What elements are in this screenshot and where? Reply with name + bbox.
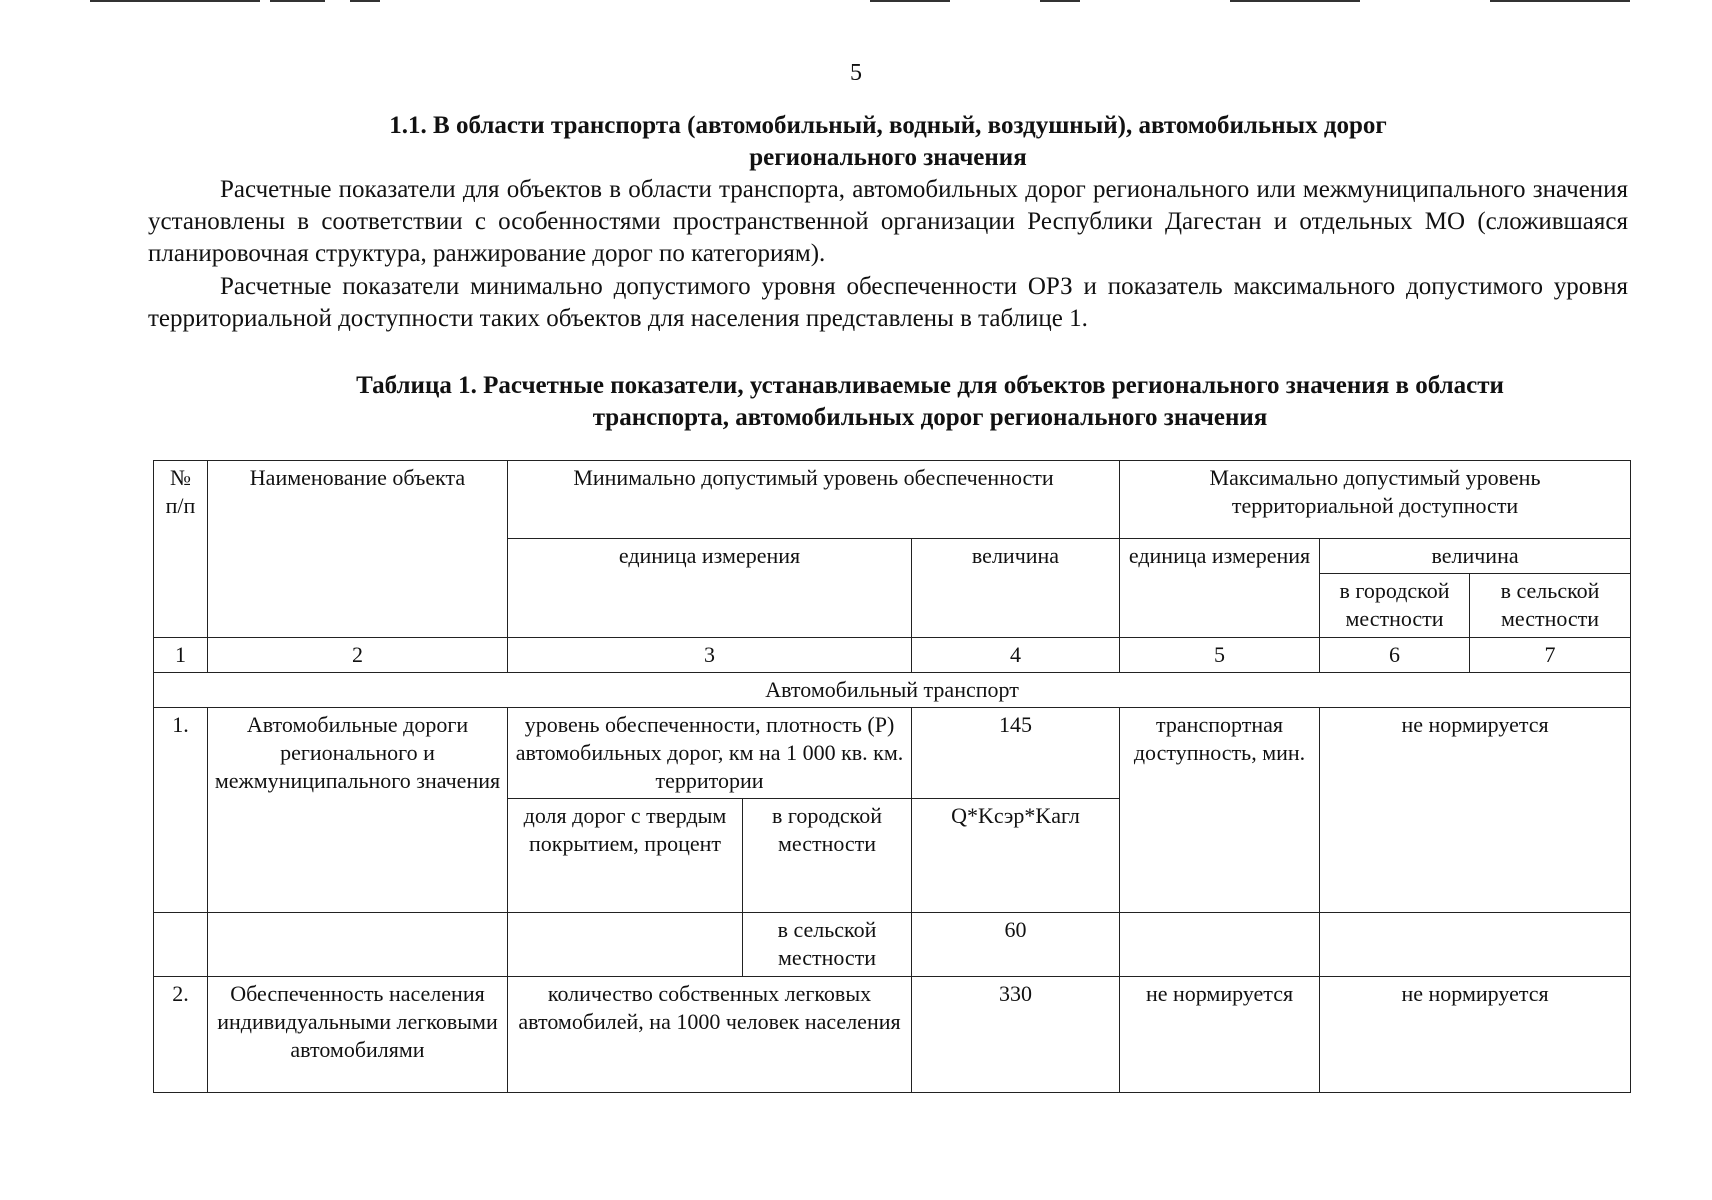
empty-cell	[1320, 913, 1631, 977]
column-number: 7	[1470, 638, 1631, 673]
header-row-1	[154, 461, 1631, 539]
column-number: 6	[1320, 638, 1470, 673]
scan-edge-line	[270, 0, 325, 2]
column-number-row	[154, 638, 1631, 673]
header-object-name: Наименование объекта	[208, 461, 508, 638]
header-rural: в сельской местности	[1470, 574, 1631, 638]
row-unit: количество собственных легковых автомобилей, на 1000 человек населения	[508, 977, 912, 1093]
scan-edge-line	[1230, 0, 1360, 2]
page-number: 5	[850, 60, 862, 86]
column-number: 1	[154, 638, 208, 673]
column-number: 2	[208, 638, 508, 673]
row-num: 1.	[154, 708, 208, 913]
row-access-unit: не нормируется	[1120, 977, 1320, 1093]
row-unit: уровень обеспеченности, плотность (Р) автомобильных дорог, км на 1 000 кв. км. территории	[508, 708, 912, 799]
header-unit: единица измерения	[508, 539, 912, 638]
row-value-urban: Q*Kсэр*Kагл	[912, 799, 1120, 913]
header-min-level: Минимально допустимый уровень обеспеченности	[508, 461, 1120, 539]
table-caption-line-2: транспорта, автомобильных дорог регионального значения	[592, 404, 1268, 431]
section-title: Автомобильный транспорт	[154, 673, 1631, 708]
indicators-table	[153, 460, 1631, 1093]
table-row	[154, 913, 1631, 977]
empty-cell	[1120, 913, 1320, 977]
table-row	[154, 708, 1631, 799]
paragraph-1: Расчетные показатели для объектов в области транспорта, автомобильных дорог регионального или межмуниципального значения установлены в соответствии с особенностями пространственной организации Республики Дагестан и отдельных МО (сложившаяся планировочная структура, ранжирование дорог по категориям).	[148, 176, 1628, 267]
table-row	[154, 977, 1631, 1093]
header-urban: в городской местности	[1320, 574, 1470, 638]
column-number: 3	[508, 638, 912, 673]
row-value: 145	[912, 708, 1120, 799]
paragraph-2: Расчетные показатели минимально допустимого уровня обеспеченности ОРЗ и показатель максимального допустимого уровня территориальной доступности таких объектов для населения представлены в таблице 1.	[148, 273, 1628, 332]
row-access-value: не нормируется	[1320, 977, 1631, 1093]
header-num: № п/п	[154, 461, 208, 638]
column-number: 5	[1120, 638, 1320, 673]
empty-cell	[154, 913, 208, 977]
row-access-value: не нормируется	[1320, 708, 1631, 913]
header-unit-2: единица измерения	[1120, 539, 1320, 638]
section-heading	[148, 110, 1628, 174]
row-object-name: Обеспеченность населения индивидуальными легковыми автомобилями	[208, 977, 508, 1093]
table-caption	[230, 370, 1630, 434]
scan-edge-line	[1490, 0, 1630, 2]
row-access-unit: транспортная доступность, мин.	[1120, 708, 1320, 913]
empty-cell	[208, 913, 508, 977]
row-unit-share: доля дорог с твердым покрытием, процент	[508, 799, 743, 913]
section-heading-line-2: регионального значения	[749, 144, 1027, 171]
scan-edge-line	[870, 0, 950, 2]
row-sub-urban: в городской местности	[743, 799, 912, 913]
scan-edge-line	[1040, 0, 1080, 2]
row-value-rural: 60	[912, 913, 1120, 977]
scan-edge-line	[350, 0, 380, 2]
header-max-level: Максимально допустимый уровень территориальной доступности	[1120, 461, 1631, 539]
empty-cell	[508, 913, 743, 977]
section-heading-line-1: 1.1. В области транспорта (автомобильный, водный, воздушный), автомобильных дорог	[389, 112, 1387, 139]
scan-edge-line	[90, 0, 260, 2]
column-number: 4	[912, 638, 1120, 673]
row-num: 2.	[154, 977, 208, 1093]
section-row	[154, 673, 1631, 708]
table-caption-line-1: Таблица 1. Расчетные показатели, устанавливаемые для объектов регионального значения в области	[356, 372, 1504, 399]
row-object-name: Автомобильные дороги регионального и межмуниципального значения	[208, 708, 508, 913]
row-value: 330	[912, 977, 1120, 1093]
header-value-2: величина	[1320, 539, 1631, 574]
header-value: величина	[912, 539, 1120, 638]
row-sub-rural: в сельской местности	[743, 913, 912, 977]
